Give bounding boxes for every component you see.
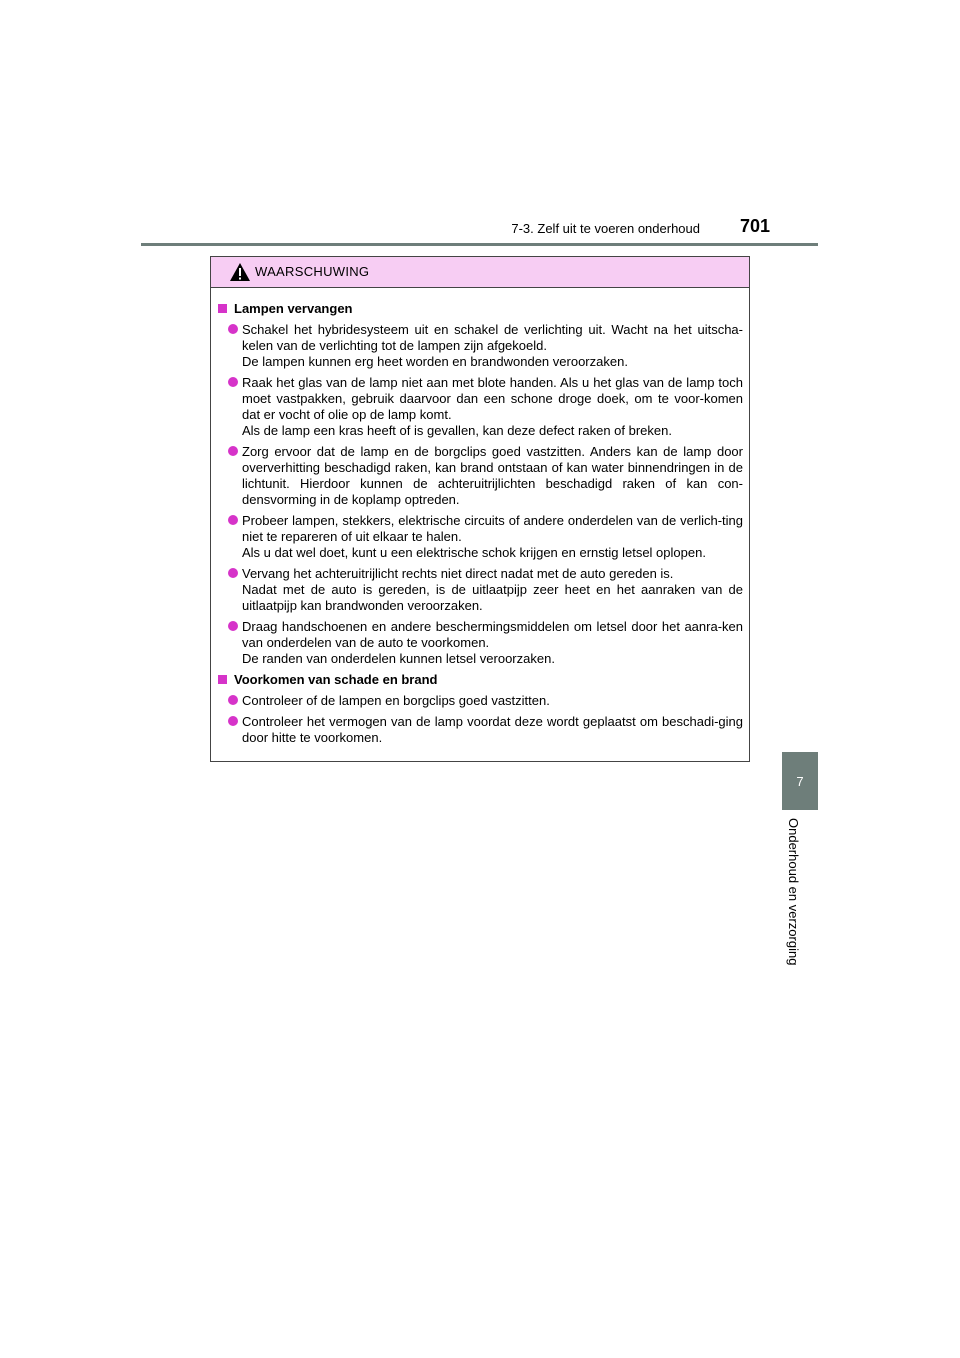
section-heading-text: Voorkomen van schade en brand — [234, 672, 438, 687]
warning-header — [211, 257, 749, 288]
page-number: 701 — [740, 216, 771, 236]
chapter-tab[interactable] — [782, 752, 818, 810]
bullet-item — [217, 513, 743, 561]
bullet-item — [217, 693, 743, 709]
header-rule — [141, 243, 818, 246]
bullet-text: Vervang het achteruitrijlicht rechts niet direct nadat met de auto gereden is. — [242, 566, 674, 581]
bullet-text: Als de lamp een kras heeft of is gevallen, kan deze defect raken of breken. — [242, 423, 672, 438]
round-bullet-icon — [228, 446, 238, 456]
bullet-text: Draag handschoenen en andere beschermingsmiddelen om letsel door het aanra-ken van onderdelen van de auto te voorkomen. — [242, 619, 743, 650]
warning-body — [211, 288, 749, 746]
bullet-text: Schakel het hybridesysteem uit en schakel de verlichting uit. Wacht na het uitscha-kelen van de verlichting tot de lampen zijn afgekoeld. — [242, 322, 743, 353]
bullet-text: De randen van onderdelen kunnen letsel veroorzaken. — [242, 651, 555, 666]
square-bullet-icon — [218, 304, 227, 313]
bullet-text: Controleer of de lampen en borgclips goed vastzitten. — [242, 693, 550, 708]
bullet-item — [217, 566, 743, 614]
warning-title: WAARSCHUWING — [255, 264, 370, 279]
section-heading — [217, 301, 743, 317]
section-title: 7-3. Zelf uit te voeren onderhoud — [511, 221, 700, 236]
bullet-text: Zorg ervoor dat de lamp en de borgclips goed vastzitten. Anders kan de lamp door oververhitting beschadigd raken, kan brand ontstaan of kan water binnendringen in de lichtunit. Hierdoor kunnen de achteruitrijlichten beschadigd raken of kan con-densvorming in de koplamp optreden. — [242, 444, 743, 507]
warning-triangle-icon — [229, 262, 251, 282]
round-bullet-icon — [228, 324, 238, 334]
bullet-text: Nadat met de auto is gereden, is de uitlaatpijp zeer heet en het aanraken van de uitlaatpijp kan brandwonden veroorzaken. — [242, 582, 743, 613]
warning-box — [210, 256, 750, 762]
chapter-number: 7 — [796, 773, 804, 789]
bullet-text: De lampen kunnen erg heet worden en brandwonden veroorzaken. — [242, 354, 628, 369]
section-heading — [217, 672, 743, 688]
bullet-item — [217, 375, 743, 439]
round-bullet-icon — [228, 716, 238, 726]
bullet-item — [217, 619, 743, 667]
bullet-text: Probeer lampen, stekkers, elektrische circuits of andere onderdelen van de verlich-ting niet te repareren of uit elkaar te halen. — [242, 513, 743, 544]
bullet-text: Als u dat wel doet, kunt u een elektrische schok krijgen en ernstig letsel oplopen. — [242, 545, 706, 560]
round-bullet-icon — [228, 568, 238, 578]
section-heading-text: Lampen vervangen — [234, 301, 353, 316]
chapter-title: Onderhoud en verzorging — [786, 818, 801, 966]
round-bullet-icon — [228, 695, 238, 705]
bullet-text: Controleer het vermogen van de lamp voordat deze wordt geplaatst om beschadi-ging door hitte te voorkomen. — [242, 714, 743, 745]
bullet-text: Raak het glas van de lamp niet aan met blote handen. Als u het glas van de lamp toch moet vastpakken, gebruik daarvoor dan een schone droge doek, om te voor-komen dat er vocht of olie op de lamp komt. — [242, 375, 743, 422]
bullet-item — [217, 444, 743, 508]
bullet-item — [217, 714, 743, 746]
round-bullet-icon — [228, 377, 238, 387]
bullet-item — [217, 322, 743, 370]
square-bullet-icon — [218, 675, 227, 684]
round-bullet-icon — [228, 515, 238, 525]
round-bullet-icon — [228, 621, 238, 631]
